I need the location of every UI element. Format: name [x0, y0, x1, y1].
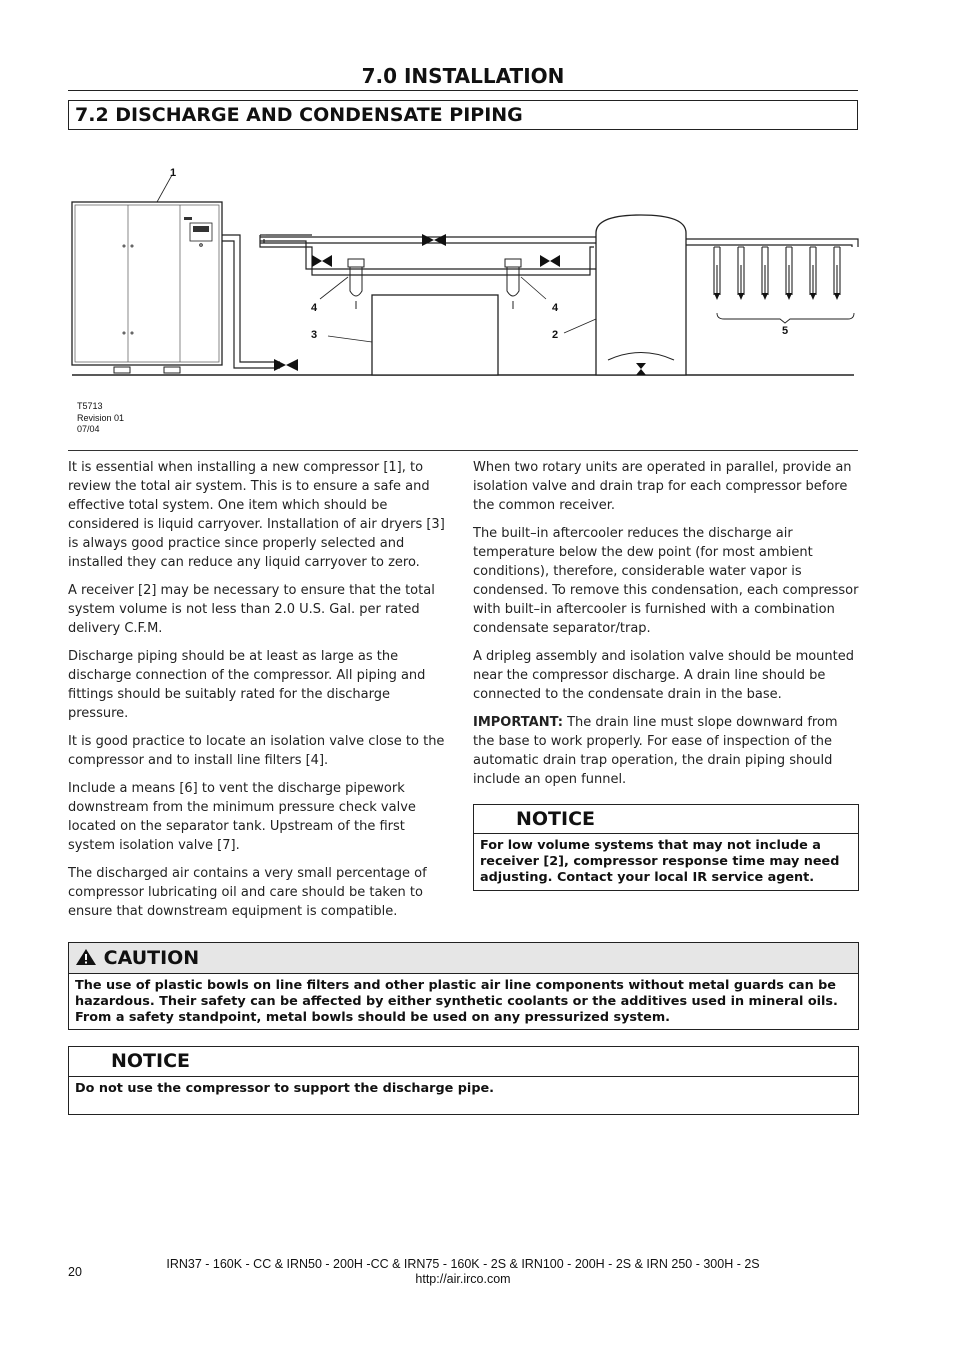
- drop-legs: [714, 247, 840, 295]
- section-title: 7.0 INSTALLATION: [68, 62, 858, 91]
- right-column: [473, 458, 859, 798]
- paragraph: It is good practice to locate an isolation valve close to the compressor and to install line filters [4].: [68, 734, 445, 768]
- paragraph-important: [473, 713, 859, 789]
- paragraph: The discharged air contains a very small percentage of compressor lubricating oil and care should be taken to ensure that downstream equipment is compatible.: [68, 866, 427, 919]
- caution-text: The use of plastic bowls on line filters and other plastic air line components without metal guards can be hazardous. Their safety can be affected by either synthetic coolants or the additives used in mineral oils. From a safety standpoint, metal bowls should be used on any pressurized system.: [75, 978, 838, 1025]
- callout-2: 2: [552, 329, 559, 341]
- caution-title: CAUTION: [103, 947, 200, 969]
- left-column: [68, 458, 450, 930]
- caution-box: [68, 942, 859, 1030]
- revision-line: Revision 01: [77, 412, 125, 423]
- revision-line: T5713: [77, 401, 103, 411]
- callout-5: 5: [782, 325, 789, 337]
- paragraph: When two rotary units are operated in parallel, provide an isolation valve and drain trap for each compressor before the common receiver.: [473, 460, 852, 513]
- piping-diagram: [62, 155, 862, 390]
- callout-4-right: 4: [552, 302, 559, 314]
- footer-models: IRN37 - 160K - CC & IRN50 - 200H -CC & IRN75 - 160K - 2S & IRN100 - 200H - 2S & IRN 250 - 300H - 2S: [166, 1257, 760, 1271]
- revision-block: [77, 401, 124, 436]
- notice-box-support: [68, 1046, 859, 1115]
- notice-box-receiver: [473, 804, 859, 891]
- notice-title: NOTICE: [69, 1047, 858, 1077]
- footer-url: http://air.irco.com: [415, 1272, 511, 1286]
- warning-triangle-icon: [75, 948, 97, 966]
- paragraph: Include a means [6] to vent the discharge pipework downstream from the minimum pressure check valve located on the separator tank. Upstream of the first system isolation valve [7].: [68, 781, 416, 853]
- important-label: IMPORTANT:: [473, 715, 563, 730]
- subsection-title: 7.2 DISCHARGE AND CONDENSATE PIPING: [68, 100, 858, 130]
- receiver-tank: [596, 215, 686, 375]
- line-filter-right: [505, 255, 560, 309]
- drop-legs-bracket: [717, 313, 854, 323]
- callout-4-left: 4: [311, 302, 318, 314]
- callout-1: 1: [170, 167, 177, 179]
- notice-title: NOTICE: [474, 805, 858, 834]
- air-dryer: [372, 295, 498, 375]
- notice-text: For low volume systems that may not include a receiver [2], compressor response time may need adjusting. Contact your local IR service agent.: [480, 838, 840, 885]
- discharge-pipe: [222, 235, 858, 368]
- paragraph: A receiver [2] may be necessary to ensure that the total system volume is not less than 2.0 U.S. Gal. per rated delivery C.F.M.: [68, 583, 435, 636]
- line-filter-left: [312, 255, 364, 309]
- footer: [68, 1257, 858, 1287]
- notice-text: Do not use the compressor to support the discharge pipe.: [75, 1081, 495, 1096]
- important-text: The drain line must slope downward from the base to work properly. For ease of inspection of the automatic drain trap operation, the drain piping should include an open funnel.: [473, 715, 838, 787]
- paragraph: A dripleg assembly and isolation valve should be mounted near the compressor discharge. A drain line should be connected to the condensate drain in the base.: [473, 649, 855, 702]
- page-number: 20: [68, 1265, 82, 1279]
- paragraph: It is essential when installing a new compressor [1], to review the total air system. This is to ensure a safe and effective total system. One item which should be considered is liquid carryover. Installation of air dryers [3] is always good practice since properly selected and installed they can reduce any liquid carryover to zero.: [68, 460, 445, 570]
- revision-line: 07/04: [77, 424, 100, 434]
- caution-header: [69, 943, 858, 974]
- callout-3: 3: [311, 329, 318, 341]
- paragraph: The built–in aftercooler reduces the discharge air temperature below the dew point (for most ambient conditions), therefore, considerable water vapor is condensed. To remove this condensation, each compressor with built–in aftercooler is furnished with a combination condensate separator/trap.: [473, 526, 859, 636]
- divider: [68, 450, 858, 451]
- compressor-unit: [72, 202, 222, 373]
- paragraph: Discharge piping should be at least as large as the discharge connection of the compressor. All piping and fittings should be suitably rated for the discharge pressure.: [68, 649, 426, 721]
